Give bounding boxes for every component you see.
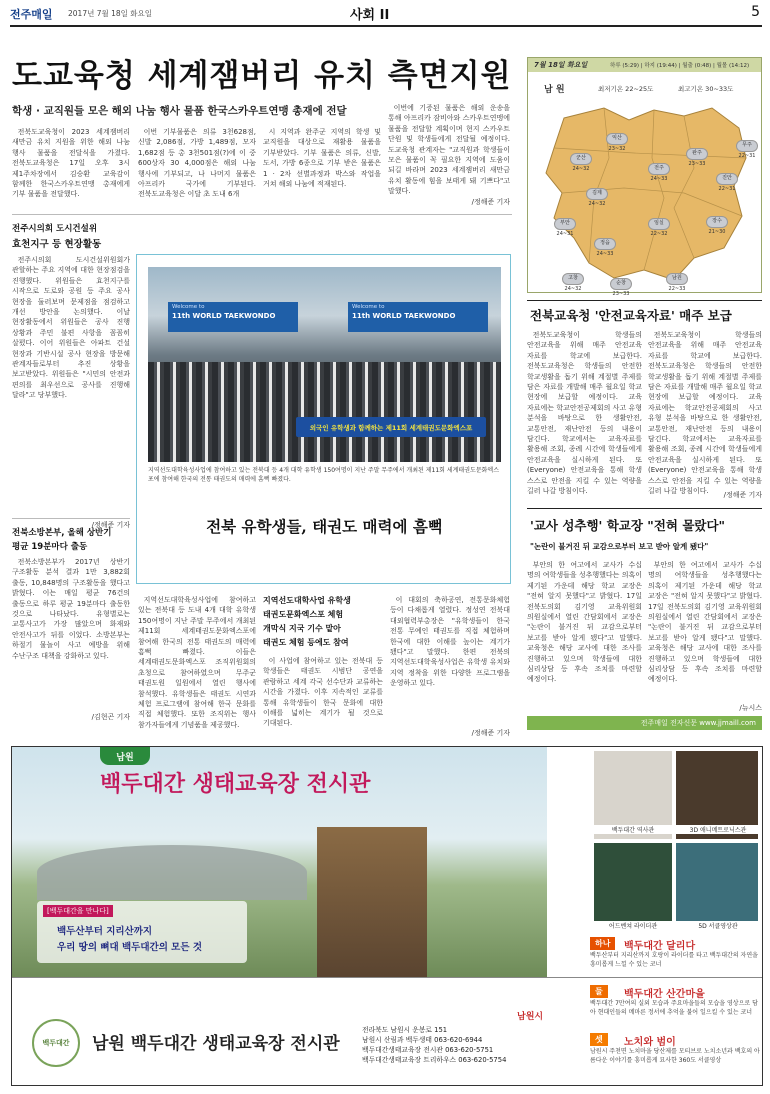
ad-feature-title: 백두대간 달리다 [624, 941, 696, 952]
city-temp: 24~32 [588, 201, 606, 207]
main-article-col1: 전북도교육청이 2023 세계잼버리 새만금 유치 지원을 위한 해외 나눔 행사 물품을 전달식을 가졌다. 전북도교육청은 17일 오후 3시 제1주차장에서 김승환 교육감이 함께한 한국스카우트연맹 총재에게 기부 물품을 전달했다. [12, 128, 130, 199]
article-title: 효천지구 등 현장활동 [12, 239, 102, 250]
photo-placard: 외국인 유학생과 함께하는 제11회 세계태권도문화엑스포 [296, 417, 486, 437]
city-temp: 24~31 [556, 231, 574, 237]
issue-date: 2017년 7월 18일 화요일 [68, 9, 153, 18]
ad-contact-3: 백두대간생태교육장 트리하우스 063-620-5754 [362, 1056, 507, 1064]
ad-thumb-3 [594, 843, 672, 925]
weather-city-8 [592, 238, 618, 260]
article-kicker: 전주시의회 도시건설위 [12, 224, 98, 234]
teacher-article-subtitle: "논란이 불거진 뒤 교감으로부터 보고 받아 알게 됐다" [530, 542, 709, 551]
ad-divider [12, 977, 762, 978]
teacher-article-byline: /뉴시스 [739, 704, 762, 712]
ad-treehouse [317, 827, 427, 977]
ad-feature-body: 백두대간 7만여의 실외 모습과 주요마을들의 모습을 영상으로 담아 현대인들의 메마른 정서에 추억을 불어 일으킬 수 있는 코너 [590, 1000, 758, 1016]
masthead-rule [10, 25, 762, 27]
city-name: 고창 [568, 275, 578, 281]
subtitle-2: 태권도문화엑스포 체험 [263, 610, 344, 619]
weather-city-1 [604, 133, 630, 155]
article-body: 전북소방본부가 2017년 상반기 구조활동 분석 결과 1만 3,882회 출동, 10,848명의 구조활동을 했다고 밝혔다. 이는 매일 평균 76건의 출동으로 하루 평균 19분마다 출동한 것으로 나타났다. 유형별로는 교통사고가 가장 많았으며 화재와 안전사고가 뒤를 이었다. 소방본부는 하절기 물놀이 사고 예방을 위해 수난구조 대책을 강화하고 있다. [12, 558, 130, 660]
weather-city-0 [568, 153, 594, 175]
city-name: 익산 [612, 135, 622, 141]
ad-contact-2: 백두대간생태교육장 전시관 063-620-5751 [362, 1046, 494, 1054]
weather-header [528, 58, 761, 72]
group-photo [148, 267, 501, 462]
ad-callout [37, 901, 247, 963]
teacher-article-col2: 부안의 한 여고에서 교사가 수십 명의 여학생들을 성추행했다는 의혹이 제기된 가운데 해당 학교 교장은 "전혀 알지 못했다"고 밝혔다. 17일 전북도의회 김기영 교육위원회 의원실에서 열린 간담회에서 교장은 "논란이 불거진 뒤 교감으로부터 보고를 받아 알게 됐다"고 말했다. 교육청은 해당 교사에 대한 조사를 진행하고 있으며 학생들에 대한 심리상담 등 후속 조치를 마련할 예정이다. [648, 561, 762, 684]
teacher-article-col1: 부안의 한 여고에서 교사가 수십 명의 여학생들을 성추행했다는 의혹이 제기된 가운데 해당 학교 교장은 "전혀 알지 못했다"고 밝혔다. 17일 전북도의회 김기영 교육위원회 의원실에서 열린 간담회에서 교장은 "논란이 불거진 뒤 교감으로부터 보고를 받아 알게 됐다"고 말했다. 교육청은 해당 교사에 대한 조사를 진행하고 있으며 학생들에 대한 심리상담 등 후속 조치를 마련할 예정이다. [527, 561, 642, 684]
photo-caption: 지역선도대학육성사업에 참여하고 있는 전북대 등 4개 대학 유학생 150여명이 지난 주말 무주에서 개최된 제11회 세계태권도문화엑스포에 참여해 한국의 전통 태권도의 매력에 흠뻑 빠졌다. [148, 467, 499, 483]
city-temp: 23~33 [612, 291, 630, 297]
newspaper-brand: 전주매일 [10, 8, 53, 21]
page-number: 5 [751, 4, 760, 20]
city-temp: 22~31 [718, 186, 736, 192]
city-name: 순창 [616, 280, 626, 286]
weather-city-11 [560, 273, 586, 295]
city-temp: 22~31 [738, 153, 756, 159]
weather-sun-times: 하루 (5:29) | 하지 (19:44) | 월출 (0:48) | 월몰 (14:12) [610, 63, 750, 69]
weather-high: 최고기온 30~33도 [678, 85, 734, 93]
main-article-divider [12, 214, 512, 215]
ad-thumb-label-1: 백두대간 역사관 [590, 825, 676, 834]
article-byline: /정해준 기자 [91, 521, 130, 529]
safety-article-title: 전북교육청 '안전교육자료' 매주 보급 [530, 308, 732, 323]
weather-city-6 [734, 140, 760, 162]
web-banner[interactable] [527, 716, 762, 730]
web-banner-text: 전주매일 전자신문 www.jjmaill.com [640, 719, 756, 727]
ad-thumb-label-4: 5D 서클영상관 [676, 921, 760, 930]
photo-article-col2-body: 이 사업에 참여하고 있는 전북대 등 학생들은 태권도 시범단 공연을 관람하고 세계 각국 선수단과 교류하는 시간을 가졌다. 이후 지속적인 교류를 통해 유학생들이 한국 문화에 대한 이해를 넓히는 계기가 될 것으로 기대된다. [263, 657, 383, 728]
city-name: 완주 [692, 150, 702, 156]
city-name: 장수 [712, 218, 722, 224]
advertisement [11, 746, 763, 1086]
ad-feature-1 [590, 985, 760, 1031]
photo-crowd [148, 362, 501, 462]
city-temp: 21~30 [708, 229, 726, 235]
ad-feature-body: 남원시 주천면 노치마을 당산제를 모티브로 노치소년과 백호의 아름다운 이야기를 흥미롭게 묘사한 360도 서클영상 [590, 1048, 760, 1064]
weather-city-2 [646, 163, 672, 185]
ad-callout-tag: [백두대간을 만나다] [43, 905, 113, 917]
subtitle-1: 지역선도대학사업 유학생 [263, 596, 351, 605]
article-title-line1: 전북소방본부, 올해 상반기 [12, 528, 112, 538]
ad-thumbnails [590, 747, 760, 935]
article-title-line2: 평균 19분마다 출동 [12, 542, 88, 552]
city-name: 진안 [722, 175, 732, 181]
article-body: 전주시의회 도시건설위원회가 관할하는 주요 지역에 대한 현장점검을 진행했다. 위원들은 효천지구를 시작으로 도로와 공원 등 주요 공사 현장을 둘러보며 문제점을 점검하고 개선 방안을 논의했다. 이날 현장활동에서 위원들은 공사 진행 상황과 주민 불편 사항을 꼼꼼히 살폈다. 이어 위원들은 아파트 건설 현장과 기반시설 공사 현장을 방문해 관계자들로부터 추진 상황을 보고받았다. 위원들은 "시민의 안전과 편의를 최우선으로 공사를 진행해 달라"고 당부했다. [12, 256, 130, 400]
photo-article-col2 [263, 595, 383, 734]
main-headline: 도교육청 세계잼버리 유치 측면지원 [12, 58, 512, 94]
weather-date: 7월 18일 화요일 [534, 61, 588, 69]
city-name: 군산 [576, 155, 586, 161]
ad-address: 전라북도 남원시 운봉로 151 [362, 1026, 448, 1034]
photo-banner-right: Welcome to 11th WORLD TAEKWONDO [348, 302, 488, 332]
city-temp: 24~33 [650, 176, 668, 182]
article-fire-dept [12, 526, 130, 722]
safety-article-byline: /정해준 기자 [723, 491, 762, 499]
photo-article-col1: 지역선도대학육성사업에 참여하고 있는 전북대 등 도내 4개 대학 유학생 150여명이 지난 주말 무주에서 개최된 제11회 세계태권도문화엑스포에 참여해 한국의 전통 태권도의 매력에 흠뻑 빠졌다. 이들은 세계태권도문화엑스포 조직위원회의 초청으로 참여하였으며 무주군 태권도원 일원에서 열린 행사에 참석했다. 유학생들은 태권도 시연과 체험 프로그램에 참여해 한국 문화를 직접 체험했다. 또한 조직위는 행사 참가자들에게 기념품을 제공했다. [138, 596, 256, 729]
weather-region: 남 원 [544, 85, 565, 95]
weather-city-9 [646, 218, 672, 240]
ad-contact-1: 남원시 산림과 백두생태 063-620-6944 [362, 1036, 483, 1044]
photo-feature-box [136, 254, 511, 584]
main-article-col4: 이번에 기증된 물품은 해외 운송을 통해 아프리카 잠비아와 스카우트연맹에 물품을 전달할 계획이며 현지 스카우트 단원 및 학생들에게 전달될 예정이다. 도교육청 관계자는 "교직원과 학생들이 모은 물품이 꼭 필요한 지역에 도움이 되길 바라며 2023 세계잼버리 새만금 유치 활동에 힘을 보태게 돼 기쁘다"고 말했다. /정해준 기자 [388, 104, 510, 206]
weather-city-10 [704, 216, 730, 238]
ad-seal: 백두대간 [32, 1019, 80, 1067]
weather-city-12 [608, 278, 634, 300]
right-rule-2 [527, 508, 762, 509]
ad-thumb-4 [676, 843, 758, 925]
city-temp: 22~32 [650, 231, 668, 237]
main-byline: /정해준 기자 [471, 197, 510, 206]
weather-city-7 [552, 218, 578, 240]
ad-feature-tag: 셋 [590, 1033, 608, 1046]
article-byline: /김현곤 기자 [91, 713, 130, 721]
ad-feature-tag: 둘 [590, 985, 608, 998]
ad-contact-block [362, 1025, 506, 1065]
city-name: 전주 [654, 165, 664, 171]
photo-article-col3: 이 대회의 축하공연, 전통문화체험 등이 다채롭게 열렸다. 정성연 전북대 대외협력부총장은 "유학생들이 한국 전통 무예인 태권도를 직접 체험하며 한국에 대한 이해를 높이는 계기가 됐다"고 말했다. 한편 전북의 지역선도대학육성사업은 유학생 유치와 지역 정착을 위한 다양한 프로그램을 운영하고 있다. [390, 596, 510, 688]
ad-callout-line2: 우리 땅의 뼈대 백두대간의 모든 것 [57, 942, 203, 953]
left-divider [12, 518, 130, 519]
ad-feature-title: 백두대간 산간마을 [624, 989, 705, 1000]
ad-callout-line1: 백두산부터 지리산까지 [57, 926, 153, 937]
safety-article-col2: 전북도교육청이 학생들의 안전교육을 위해 매주 안전교육 자료를 학교에 보급한다. 전북도교육청은 학생들의 안전한 학교생활을 돕기 위해 계절별 주제를 담은 자료를 개발해 매주 월요일 학교 현장에 보급할 예정이다. 교육 자료에는 학교안전공제회의 사고 유형 분석을 바탕으로 한 생활안전, 교통안전, 재난안전 등의 내용이 담긴다. 학교에서는 교육자료를 활용해 조회, 종례 시간에 학생들에게 안전교육을 실시하게 된다. 또 (Everyone) 안전교육을 통해 학생 스스로 안전을 지킬 수 있는 역량을 길러 나갈 방침이다. [648, 331, 762, 496]
photo-title: 전북 유학생들, 태권도 매력에 흠뻑 [206, 517, 443, 536]
city-name: 정읍 [600, 240, 610, 246]
weather-city-13 [664, 273, 690, 295]
ad-thumb-label-2: 3D 애니메트로닉스관 [676, 825, 760, 834]
ad-title: 백두대간 생태교육장 전시관 [100, 771, 371, 797]
safety-article-col1: 전북도교육청이 학생들의 안전교육을 위해 매주 안전교육 자료를 학교에 보급한다. 전북도교육청은 학생들의 안전한 학교생활을 돕기 위해 계절별 주제를 담은 자료를 개발해 매주 월요일 학교 현장에 보급할 예정이다. 교육 자료에는 학교안전공제회의 사고 유형 분석을 바탕으로 한 생활안전, 교통안전, 재난안전 등의 내용이 담긴다. 학교에서는 교육자료를 활용해 조회, 종례 시간에 학생들에게 안전교육을 실시하게 된다. 또 (Everyone) 안전교육을 통해 학생 스스로 안전을 지킬 수 있는 역량을 길러 나갈 방침이다. [527, 331, 642, 496]
subtitle-4: 태권도 체험 등에도 참여 [263, 638, 349, 647]
city-name: 무주 [742, 142, 752, 148]
section-title: 사회 II [350, 8, 390, 23]
city-temp: 24~33 [596, 251, 614, 257]
city-name: 부안 [560, 220, 570, 226]
teacher-article-title: '교사 성추행' 학교장 "전혀 몰랐다" [530, 518, 726, 533]
main-subhead: 학생 · 교직원들 모은 해외 나눔 행사 물품 한국스카우트연맹 총재에 전달 [12, 105, 347, 117]
ad-feature-2 [590, 1033, 760, 1079]
weather-low: 최저기온 22~25도 [598, 85, 654, 93]
city-temp: 22~33 [668, 286, 686, 292]
right-rule-1 [527, 300, 762, 301]
ad-feature-tag: 하나 [590, 937, 615, 950]
weather-box [527, 57, 762, 297]
photo-banner-left: Welcome to 11th WORLD TAEKWONDO [168, 302, 298, 332]
weather-city-4 [584, 188, 610, 210]
city-name: 김제 [592, 190, 602, 196]
subtitle-3: 개막식 지국 기수 맡아 [263, 624, 341, 633]
ad-feature-title: 노치와 범이 [624, 1037, 676, 1048]
weather-city-5 [714, 173, 740, 195]
ad-logo: 남원시 [517, 1012, 544, 1022]
weather-city-3 [684, 148, 710, 170]
city-temp: 23~32 [608, 146, 626, 152]
city-name: 임실 [654, 220, 664, 226]
ad-feature-body: 백두산부터 지리산까지 호랑이 라이더를 타고 백두대간의 자연을 흥미롭게 느낄 수 있는 코너 [590, 952, 758, 968]
ad-bottom-title: 남원 백두대간 생태교육장 전시관 [92, 1034, 340, 1054]
main-article-col2: 이번 기부물품은 의류 3천628점, 신발 2,086점, 가방 1,489점, 모자 1,682점 등 총 3천501점(?)에 이 중 600상자 30 4,000점은 해외 나눔 행사에 기부되고, 나 나머지 물품은 아프리카 국가에 기부된다. 전북도교육청은 이달 초 도내 6개 [138, 128, 256, 199]
main-article-col3: 시 지역과 완주군 지역의 학생 및 교직원을 대상으로 재활용 물품을 기부받았다. 기부 물품은 의류, 신발, 도서, 가방 6종으로 기부 받은 물품은 1 · 2차 선별과정과 박스와 작업을 거쳐 해외 나눔에 적재된다. [263, 128, 381, 189]
article-jeonju-council [12, 222, 130, 530]
city-temp: 24~32 [572, 166, 590, 172]
city-temp: 23~33 [688, 161, 706, 167]
city-name: 남원 [672, 275, 682, 281]
masthead [10, 4, 762, 24]
ad-building [37, 845, 307, 900]
city-temp: 24~32 [564, 286, 582, 292]
ad-thumb-label-3: 어드벤쳐 라이더관 [590, 921, 676, 930]
photo-article-byline: /정해준 기자 [471, 729, 510, 737]
ad-badge: 남원 [100, 747, 150, 765]
